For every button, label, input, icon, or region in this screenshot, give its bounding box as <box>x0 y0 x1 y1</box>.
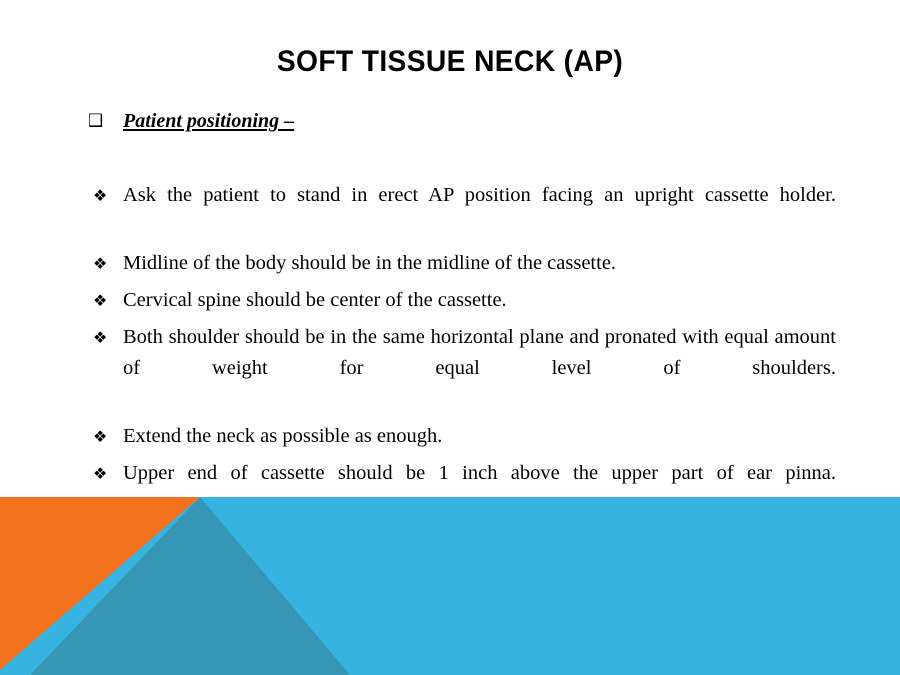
list-item-text: Upper end of cassette should be 1 inch above the upper part of ear pinna. <box>123 462 836 484</box>
list-item <box>68 248 836 279</box>
bullet-list <box>68 180 836 520</box>
square-bullet-icon: ❑ <box>88 111 104 131</box>
diamond-bullet-icon: ❖ <box>93 291 108 310</box>
footer-decoration <box>0 497 900 675</box>
diamond-bullet-icon: ❖ <box>93 464 108 483</box>
list-item <box>68 322 836 415</box>
diamond-bullet-icon: ❖ <box>93 186 108 205</box>
list-item <box>68 421 836 452</box>
list-item-text: Cervical spine should be center of the cassette. <box>123 289 507 311</box>
list-item-text: Extend the neck as possible as enough. <box>123 425 443 447</box>
diamond-bullet-icon: ❖ <box>93 254 108 273</box>
subheading-label: Patient positioning – <box>123 110 295 132</box>
list-item-text: Midline of the body should be in the midline of the cassette. <box>123 252 617 274</box>
diamond-bullet-icon: ❖ <box>93 427 108 446</box>
subheading <box>68 108 836 138</box>
list-item-text: Ask the patient to stand in erect AP position facing an upright cassette holder. <box>123 184 836 206</box>
slide-body <box>68 108 836 526</box>
diamond-bullet-icon: ❖ <box>93 328 108 347</box>
list-item <box>68 285 836 316</box>
list-item-text: Both shoulder should be in the same horizontal plane and pronated with equal amount of weight for equal level of shoulders. <box>123 326 836 379</box>
page-title: SOFT TISSUE NECK (AP) <box>276 45 624 78</box>
list-item <box>68 180 836 242</box>
